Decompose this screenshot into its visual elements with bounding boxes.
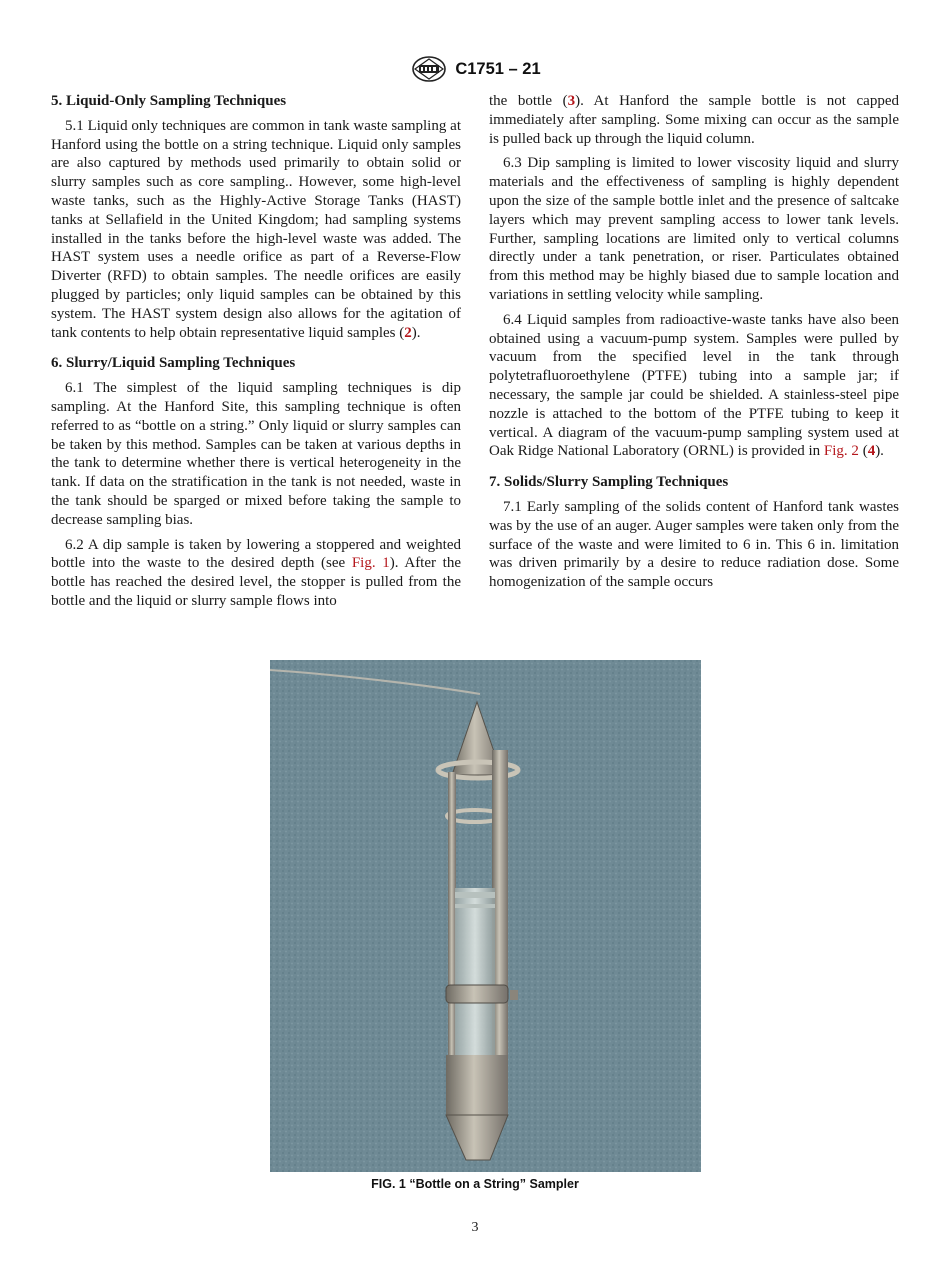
fig-1-link[interactable]: Fig. 1	[351, 555, 390, 572]
figure-caption: FIG. 1 “Bottle on a String” Sampler	[371, 1177, 579, 1191]
reference-2-link[interactable]: 2	[404, 324, 412, 341]
paragraph-5-1: 5.1 Liquid only techniques are common in tank waste sampling at Hanford using the bottle on a string technique. Liquid only samples are also captured by methods used primarily to obtain solid or slurry samples such as core sampling.. However, some high-level waste tanks, such as the Highly-Active Storage Tanks (HAST) tanks at Sellafield in the United Kingdom; had sampling systems installed in the tanks before the high-level waste was added. The HAST system uses a needle orifice as part of a Reverse-Flow Diverter (RFD) to obtain samples. The needle orifices are easily plugged by particles; only liquid samples can be obtained by this system. The HAST system design also allows for the agitation of tank contents to help obtain representative liquid samples (2).	[51, 117, 461, 341]
section-6-heading: 6. Slurry/Liquid Sampling Techniques	[51, 355, 296, 372]
page-header	[0, 54, 950, 84]
page-number: 3	[471, 1220, 479, 1235]
paragraph-6-4: 6.4 Liquid samples from radioactive-waste tanks have also been obtained using a vacuum-pump system. Samples were pulled by vacuum from the specified level in the tank through polytetrafluoroethylene (PTFE) tubing into a sample jar; if necessary, the sample jar could be shielded. A stainless-steel pipe nozzle is attached to the bottom of the PTFE tubing to keep it vertical. A diagram of the vacuum-pump sampling system used at Oak Ridge National Laboratory (ORNL) is provided in Fig. 2 (4).	[489, 311, 899, 460]
reference-3-link[interactable]: 3	[567, 93, 576, 109]
fig-2-link[interactable]: Fig. 2	[823, 443, 859, 460]
standard-designation: C1751 – 21	[455, 59, 541, 78]
paragraph-6-3: 6.3 Dip sampling is limited to lower viscosity liquid and slurry materials and the effectiveness of sampling is highly dependent upon the size of the sample bottle inlet and the presence of saltcake layers which may prevent sampling access to lower tank levels. Further, sampling locations are limited only to vertical columns directly under a tank penetration, or riser. Particulates obtained from this method may be highly biased due to sample location and variations in settling velocity while sampling.	[489, 155, 899, 303]
paragraph-6-2-continued: the bottle (3). At Hanford the sample bottle is not capped immediately after sampling. Some mixing can occur as the sample is pulled back up through the liquid column.	[489, 93, 899, 147]
paragraph-6-2: 6.2 A dip sample is taken by lowering a stoppered and weighted bottle into the waste to the desired depth (see Fig. 1). After the bottle has reached the desired level, the stopper is pulled from the bottle and the liquid or slurry sample flows into	[51, 536, 462, 609]
paragraph-6-1: 6.1 The simplest of the liquid sampling techniques is dip sampling. At the Hanford Site, this sampling technique is often referred to as “bottle on a string.” Only liquid or slurry samples can be taken by this method. Samples can be taken at various depths in the tank to determine whether there is vertical heterogeneity in the tank. If data on the stratification in the tank is not needed, waste in the tank should be sparged or mixed before taking the sample to decrease sampling bias.	[51, 380, 461, 528]
right-column	[489, 92, 899, 598]
paragraph-7-1: 7.1 Early sampling of the solids content of Hanford tank wastes was by the use of an auger. Auger samples were taken only from the surface of the waste and were limited to 6 in. This 6 in. limitation was driven primarily by a desire to reduce radiation dose. Some homogenization of the sample occurs	[489, 498, 899, 591]
reference-4-link[interactable]: 4	[867, 443, 876, 460]
astm-logo-icon	[409, 55, 449, 83]
bottle-sampler-photo	[270, 660, 701, 1172]
section-5-heading: 5. Liquid-Only Sampling Techniques	[51, 93, 287, 109]
left-column	[51, 92, 461, 617]
section-7-heading: 7. Solids/Slurry Sampling Techniques	[489, 474, 729, 491]
